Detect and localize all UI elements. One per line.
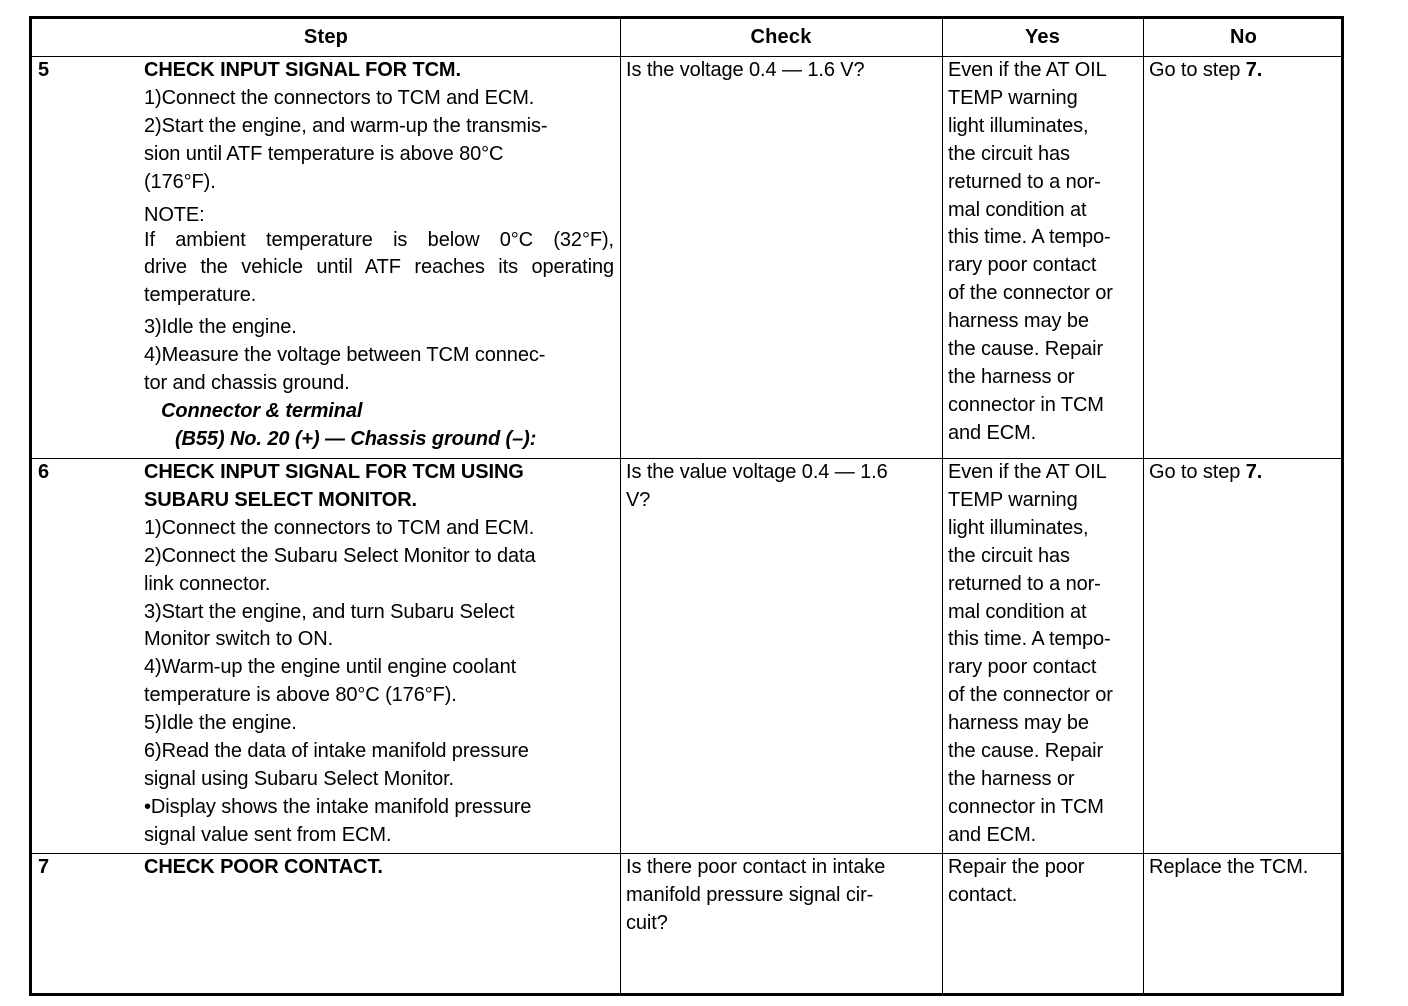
yes-line: Repair the poor [948, 856, 1085, 878]
check-line: Is the voltage 0.4 — 1.6 V? [626, 59, 865, 81]
step-6-line: 4)Warm-up the engine until engine coolant [144, 656, 517, 679]
step-5-line: 4)Measure the voltage between TCM connec- [144, 344, 546, 367]
yes-line: this time. A tempo- [948, 226, 1111, 249]
step-6-line: signal value sent from ECM. [144, 823, 392, 846]
yes-line: the cause. Repair [948, 338, 1104, 361]
header-check: Check [750, 26, 812, 48]
yes-line: of the connector or [948, 282, 1113, 305]
note-label: NOTE: [144, 203, 205, 226]
yes-line: of the connector or [948, 684, 1113, 707]
yes-line: and ECM. [948, 421, 1037, 444]
yes-line: Even if the AT OIL [948, 59, 1107, 81]
check-line: cuit? [626, 911, 668, 934]
yes-line: the cause. Repair [948, 740, 1104, 763]
yes-line: harness may be [948, 712, 1089, 735]
step-5-line: 3)Idle the engine. [144, 316, 297, 339]
step-6-check [626, 459, 938, 515]
check-line: V? [626, 488, 651, 511]
step-5-line: tor and chassis ground. [144, 372, 350, 395]
check-line: Is the value voltage 0.4 — 1.6 [626, 461, 888, 483]
connector-terminal-label: Connector & terminal [161, 399, 363, 422]
step-6-line: Monitor switch to ON. [144, 628, 334, 651]
step-6-line: 5)Idle the engine. [144, 712, 297, 735]
column-divider-check [620, 19, 621, 993]
no-text [1149, 459, 1341, 487]
step-5-line: 2)Start the engine, and warm-up the transmis- [144, 114, 548, 137]
yes-line: returned to a nor- [948, 572, 1101, 595]
column-divider-no [1143, 19, 1144, 993]
header-yes: Yes [1024, 26, 1061, 48]
step-5-line: (176°F). [144, 170, 216, 193]
goto-step-link[interactable]: 7. [1245, 59, 1263, 81]
yes-line: mal condition at [948, 600, 1087, 623]
step-7-check [626, 854, 938, 938]
yes-line: the circuit has [948, 544, 1070, 567]
yes-line: connector in TCM [948, 393, 1104, 416]
step-6-line: 2)Connect the Subaru Select Monitor to data [144, 544, 536, 567]
step-6-line: link connector. [144, 572, 271, 595]
yes-line: mal condition at [948, 198, 1087, 221]
no-prefix: Go to step [1149, 59, 1246, 81]
no-prefix: Go to step [1149, 461, 1246, 483]
step-7-yes [948, 854, 1140, 910]
step-7-content [144, 854, 620, 882]
yes-line: this time. A tempo- [948, 628, 1111, 651]
step-6-yes [948, 459, 1140, 850]
yes-line: and ECM. [948, 823, 1037, 846]
step-7-title: CHECK POOR CONTACT. [144, 856, 383, 878]
step-number-5: 5 [38, 59, 50, 81]
no-text [1149, 57, 1341, 85]
column-divider-yes [942, 19, 943, 993]
no-text: Replace the TCM. [1149, 856, 1309, 878]
step-6-title: CHECK INPUT SIGNAL FOR TCM USING [144, 461, 524, 483]
step-5-line: 1)Connect the connectors to TCM and ECM. [144, 86, 535, 109]
yes-line: rary poor contact [948, 254, 1097, 277]
step-6-line: 6)Read the data of intake manifold pressure [144, 740, 529, 763]
yes-line: light illuminates, [948, 114, 1089, 137]
step-5-line: sion until ATF temperature is above 80°C [144, 142, 504, 165]
yes-line: rary poor contact [948, 656, 1097, 679]
step-7-no [1149, 854, 1341, 882]
step-5-content [144, 57, 620, 454]
step-6-title: SUBARU SELECT MONITOR. [144, 488, 417, 511]
step-number-7: 7 [38, 856, 50, 878]
check-line: manifold pressure signal cir- [626, 883, 874, 906]
step-6-line: signal using Subaru Select Monitor. [144, 767, 455, 790]
yes-line: the circuit has [948, 142, 1070, 165]
note-line: temperature. [144, 284, 257, 307]
step-6-line: •Display shows the intake manifold pressure [144, 795, 532, 818]
step-5-check [626, 57, 938, 85]
header-no: No [1229, 26, 1258, 48]
check-line: Is there poor contact in intake [626, 856, 886, 878]
yes-line: Even if the AT OIL [948, 461, 1107, 483]
note-line: drive the vehicle until ATF reaches its operating [144, 256, 614, 279]
header-step: Step [303, 26, 349, 48]
yes-line: returned to a nor- [948, 170, 1101, 193]
yes-line: light illuminates, [948, 516, 1089, 539]
step-6-line: temperature is above 80°C (176°F). [144, 684, 457, 707]
step-6-no [1149, 459, 1341, 487]
yes-line: harness may be [948, 310, 1089, 333]
step-5-no [1149, 57, 1341, 85]
diagnostic-table [29, 16, 1344, 996]
step-6-line: 3)Start the engine, and turn Subaru Select [144, 600, 515, 623]
yes-line: contact. [948, 883, 1018, 906]
step-5-yes [948, 57, 1140, 448]
goto-step-link[interactable]: 7. [1245, 461, 1263, 483]
step-6-content [144, 459, 620, 850]
note-line: If ambient temperature is below 0°C (32°F), [144, 228, 614, 251]
yes-line: TEMP warning [948, 488, 1078, 511]
step-number-6: 6 [38, 461, 50, 483]
connector-terminal-value: (B55) No. 20 (+) — Chassis ground (–): [175, 427, 537, 450]
yes-line: connector in TCM [948, 795, 1104, 818]
yes-line: the harness or [948, 365, 1075, 388]
yes-line: the harness or [948, 767, 1075, 790]
yes-line: TEMP warning [948, 86, 1078, 109]
step-5-title: CHECK INPUT SIGNAL FOR TCM. [144, 59, 461, 81]
step-6-line: 1)Connect the connectors to TCM and ECM. [144, 516, 535, 539]
